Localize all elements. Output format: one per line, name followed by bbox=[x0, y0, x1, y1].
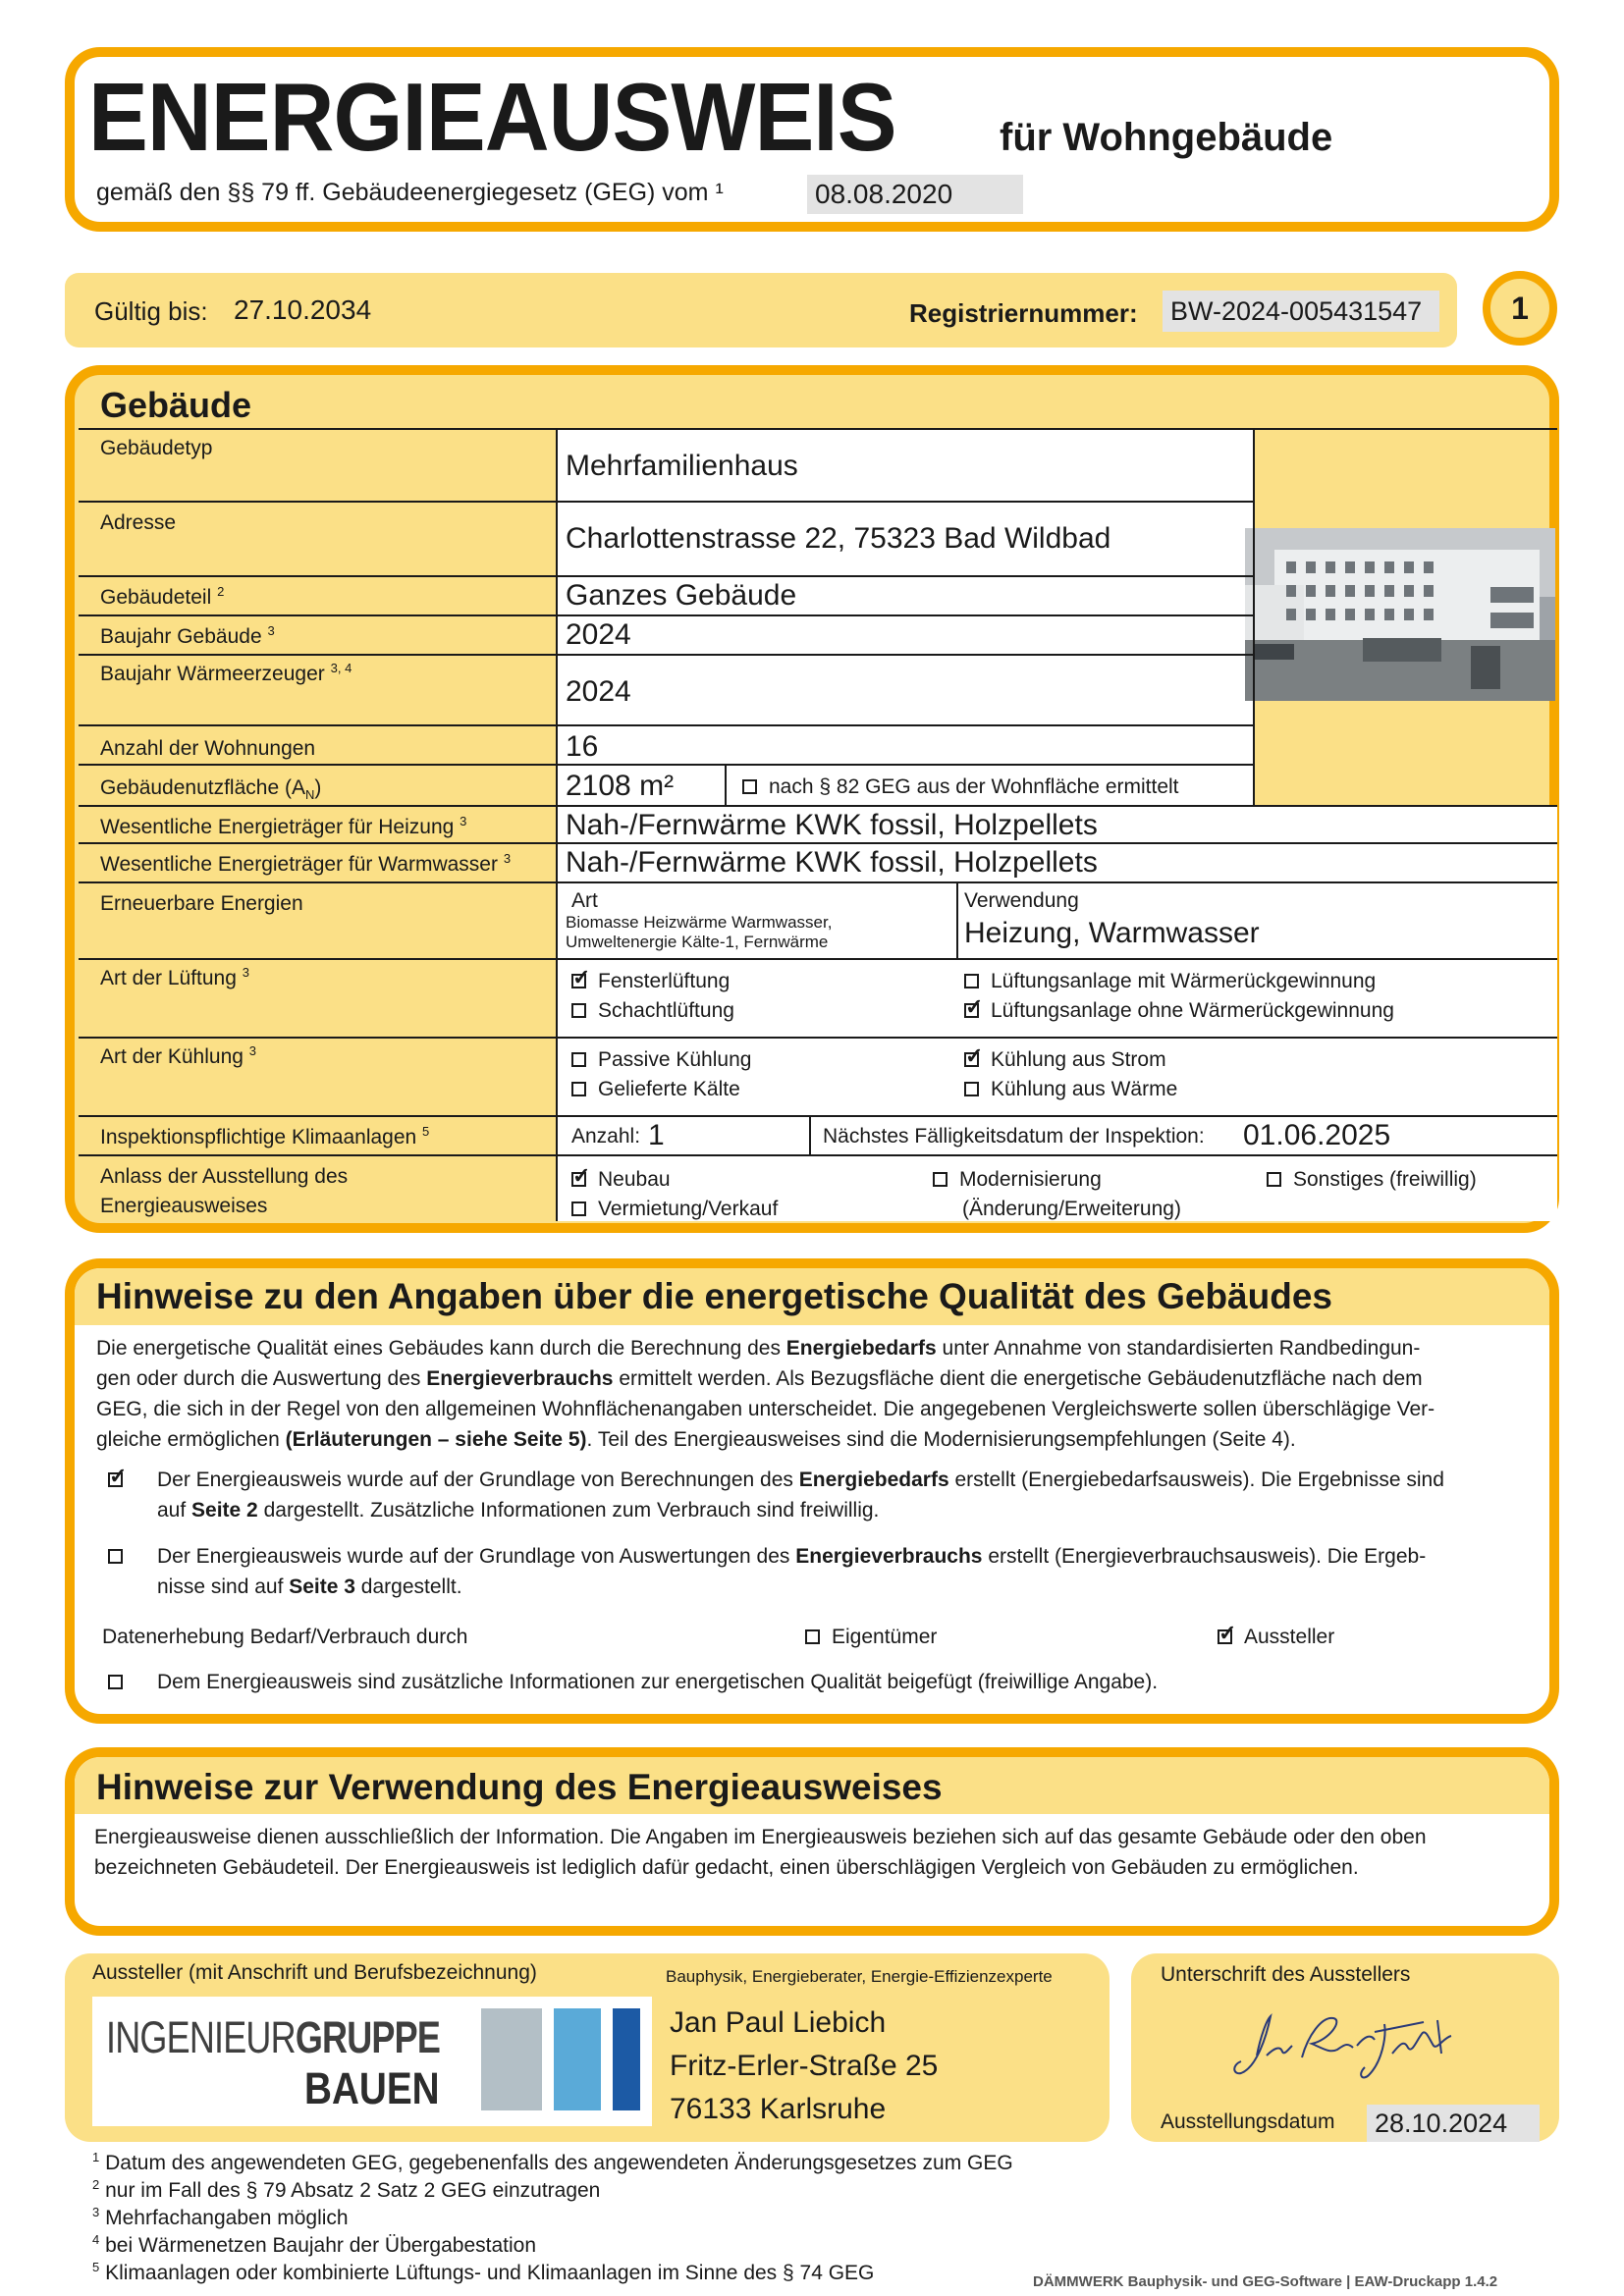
cooling-option-delivered: Gelieferte Kälte bbox=[571, 1078, 740, 1101]
grid-line bbox=[725, 764, 727, 805]
page-number-badge: 1 bbox=[1483, 271, 1557, 346]
checkbox-icon bbox=[964, 974, 979, 988]
issue-reason-label: Anlass der Ausstellung des Energieausweises bbox=[100, 1165, 349, 1218]
heating-carrier-value: Nah-/Fernwärme KWK fossil, Holzpellets bbox=[566, 809, 1098, 841]
signature-image bbox=[1227, 1997, 1483, 2085]
reason-option-new-building: ✓Neubau bbox=[571, 1168, 671, 1192]
grid-line bbox=[79, 958, 1557, 960]
renewables-use-value: Heizung, Warmwasser bbox=[964, 917, 1260, 949]
footnote-2: $^2$ nur im Fall des § 79 Absatz 2 Satz 2 GEG einzutragen bbox=[92, 2177, 601, 2202]
heat-generator-year-value: 2024 bbox=[566, 675, 631, 708]
checkbox-icon bbox=[933, 1172, 947, 1187]
checkbox-checked-icon bbox=[1218, 1629, 1232, 1644]
demand-certificate-option bbox=[108, 1465, 135, 1495]
checkbox-icon bbox=[571, 1201, 586, 1216]
ac-count-value: 1 bbox=[648, 1119, 665, 1151]
logo-bar-darkblue bbox=[613, 2008, 640, 2110]
building-type-label: Gebäudetyp bbox=[100, 437, 213, 459]
document-title: ENERGIEAUSWEIS bbox=[88, 63, 896, 171]
usable-area-label: Gebäudenutzfläche $(A_N)$ bbox=[100, 776, 322, 803]
grid-line bbox=[79, 614, 1253, 616]
checkbox-icon bbox=[571, 1052, 586, 1067]
grid-line bbox=[956, 881, 958, 958]
grid-line bbox=[79, 1037, 1557, 1039]
grid-line bbox=[79, 724, 1253, 726]
usable-area-note: nach § 82 GEG aus der Wohnfläche ermittelt bbox=[742, 775, 1179, 799]
heating-carrier-label: Wesentliche Energieträger für Heizung $^3$ bbox=[100, 814, 467, 838]
checkbox-checked-icon bbox=[571, 974, 586, 988]
issue-date-value: 28.10.2024 bbox=[1367, 2105, 1540, 2142]
ac-next-inspection-date: 01.06.2025 bbox=[1243, 1119, 1391, 1151]
cooling-option-electric: ✓Kühlung aus Strom bbox=[964, 1048, 1166, 1072]
checkbox-icon bbox=[1267, 1172, 1281, 1187]
renewables-label: Erneuerbare Energien bbox=[100, 892, 303, 915]
ventilation-option-window: ✓ Fensterlüftung bbox=[571, 970, 730, 993]
logo-text-line1: INGENIEURGRUPPE bbox=[106, 2012, 441, 2062]
ventilation-option-no-heat-recovery: ✓Lüftungsanlage ohne Wärmerückgewinnung bbox=[964, 999, 1394, 1023]
data-collection-owner: Eigentümer bbox=[805, 1622, 937, 1652]
data-collection-label: Datenerhebung Bedarf/Verbrauch durch bbox=[102, 1626, 468, 1648]
issuer-name: Jan Paul Liebich bbox=[670, 2006, 887, 2039]
data-collection-issuer: ✓ Aussteller bbox=[1218, 1622, 1334, 1652]
checkbox-checked-icon bbox=[108, 1472, 123, 1487]
building-section-title: Gebäude bbox=[100, 385, 252, 425]
additional-info-option bbox=[108, 1667, 135, 1697]
reason-option-rental-sale: Vermietung/Verkauf bbox=[571, 1198, 778, 1221]
cooling-option-heat: Kühlung aus Wärme bbox=[964, 1078, 1177, 1101]
building-part-value: Ganzes Gebäude bbox=[566, 579, 797, 612]
issuer-profession: Bauphysik, Energieberater, Energie-Effizienzexperte bbox=[666, 1967, 1053, 1986]
document-subtitle: für Wohngebäude bbox=[1000, 116, 1333, 159]
heat-generator-year-label: Baujahr Wärmeerzeuger $^{3, 4}$ bbox=[100, 661, 352, 685]
logo-bar-blue bbox=[554, 2008, 601, 2110]
signature-label: Unterschrift des Ausstellers bbox=[1161, 1963, 1411, 1986]
additional-info-text: Dem Energieausweis sind zusätzliche Informationen zur energetischen Qualität beigefügt (freiwillige Angabe). bbox=[157, 1671, 1159, 1693]
grid-line bbox=[79, 428, 1557, 430]
building-photo bbox=[1245, 528, 1555, 701]
address-value: Charlottenstrasse 22, 75323 Bad Wildbad bbox=[566, 522, 1111, 555]
ventilation-option-shaft: Schachtlüftung bbox=[571, 999, 734, 1023]
footnote-5: $^5$ Klimaanlagen oder kombinierte Lüftungs- und Klimaanlagen im Sinne des § 74 GEG bbox=[92, 2260, 875, 2284]
hot-water-carrier-label: Wesentliche Energieträger für Warmwasser $^3$ bbox=[100, 851, 512, 876]
grid-line bbox=[79, 501, 1253, 503]
usage-notes-paragraph: Energieausweise dienen ausschließlich der Information. Die Angaben im Energieausweis beziehen sich auf das gesamte Gebäude oder den oben bezeichneten Gebäudeteil. Der Energieausweis ist lediglich dafür gedacht, einen überschlägigen Vergleich von Gebäuden zu ermöglichen. bbox=[94, 1826, 1427, 1879]
checkbox-icon bbox=[742, 779, 757, 794]
quality-notes-title: Hinweise zu den Angaben über die energetische Qualität des Gebäudes bbox=[96, 1276, 1332, 1316]
issuer-street: Fritz-Erler-Straße 25 bbox=[670, 2050, 939, 2082]
renewables-use-label: Verwendung bbox=[964, 889, 1079, 912]
apartments-label: Anzahl der Wohnungen bbox=[100, 737, 316, 760]
checkbox-checked-icon bbox=[964, 1003, 979, 1018]
grid-line bbox=[1253, 428, 1255, 805]
cooling-label: Art der Kühlung $^3$ bbox=[100, 1043, 257, 1068]
demand-certificate-text: Der Energieausweis wurde auf der Grundlage von Berechnungen des Energiebedarfs erstellt (Energiebedarfsausweis). Die Ergebnisse sind auf Seite 2 dargestellt. Zusätzliche Informationen zum Verbrauch sind freiwillig. bbox=[157, 1468, 1444, 1522]
grid-line bbox=[79, 881, 1557, 883]
checkbox-icon bbox=[571, 1003, 586, 1018]
valid-until-date: 27.10.2034 bbox=[234, 294, 372, 325]
footnote-1: $^1$ Datum des angewendeten GEG, gegebenenfalls des angewendeten Änderungsgesetzes zum GEG bbox=[92, 2150, 1013, 2174]
ac-next-inspection-label: Nächstes Fälligkeitsdatum der Inspektion: bbox=[823, 1125, 1205, 1148]
issue-date-label: Ausstellungsdatum bbox=[1161, 2110, 1335, 2133]
checkbox-icon bbox=[108, 1549, 123, 1564]
reason-option-modernisation-detail: (Änderung/Erweiterung) bbox=[962, 1198, 1181, 1220]
hot-water-carrier-value: Nah-/Fernwärme KWK fossil, Holzpellets bbox=[566, 846, 1098, 879]
usable-area-value: 2108 m² bbox=[566, 770, 675, 802]
logo-text-line2: BAUEN bbox=[304, 2063, 440, 2113]
construction-year-value: 2024 bbox=[566, 618, 631, 651]
ventilation-label: Art der Lüftung $^3$ bbox=[100, 965, 250, 989]
consumption-certificate-text: Der Energieausweis wurde auf der Grundlage von Auswertungen des Energieverbrauchs erstellt (Energieverbrauchsausweis). Die Ergeb- nisse sind auf Seite 3 dargestellt. bbox=[157, 1545, 1427, 1598]
checkbox-checked-icon bbox=[964, 1052, 979, 1067]
consumption-certificate-option bbox=[108, 1541, 135, 1572]
building-part-label: Gebäudeteil $^2$ bbox=[100, 584, 225, 609]
grid-line bbox=[79, 654, 1253, 656]
apartments-value: 16 bbox=[566, 730, 599, 763]
geg-date-field: 08.08.2020 bbox=[807, 175, 1023, 214]
valid-until-label: Gültig bis: bbox=[94, 296, 208, 326]
logo-bar-gray bbox=[481, 2008, 542, 2110]
renewables-type-label: Art bbox=[571, 889, 598, 912]
usage-notes-title: Hinweise zur Verwendung des Energieausweises bbox=[96, 1767, 943, 1807]
ac-count-label: Anzahl: bbox=[571, 1125, 641, 1148]
grid-line bbox=[79, 575, 1253, 577]
grid-line bbox=[79, 1154, 1557, 1156]
checkbox-checked-icon bbox=[571, 1172, 586, 1187]
quality-intro-paragraph: Die energetische Qualität eines Gebäudes kann durch die Berechnung des Energiebedarfs unter Annahme von standardisierten Randbedingun- gen oder durch die Auswertung des Energieverbrauchs ermittelt werden. Als Bezugsfläche dient die energetische Gebäudenutzfläche nach dem GEG, die sich in der Regel von den allgemeinen Wohnflächenangaben unterscheidet. Die angegebenen Vergleichswerte sollen überschlägige Ver- gleiche ermöglichen (Erläuterungen – siehe Seite 5). Teil des Energieausweises sind die Modernisierungsempfehlungen (Seite 4). bbox=[96, 1337, 1435, 1451]
footnote-4: $^4$ bei Wärmenetzen Baujahr der Übergabestation bbox=[92, 2232, 537, 2257]
grid-line bbox=[79, 1115, 1557, 1117]
address-label: Adresse bbox=[100, 511, 177, 534]
grid-line bbox=[809, 1115, 811, 1154]
grid-line bbox=[79, 805, 1557, 807]
ventilation-option-heat-recovery: Lüftungsanlage mit Wärmerückgewinnung bbox=[964, 970, 1376, 993]
checkbox-icon bbox=[108, 1675, 123, 1689]
footnote-3: $^3$ Mehrfachangaben möglich bbox=[92, 2205, 349, 2229]
renewables-type-value: Biomasse Heizwärme Warmwasser, Umweltenergie Kälte-1, Fernwärme bbox=[566, 913, 833, 951]
geg-reference: gemäß den §§ 79 ff. Gebäudeenergiegesetz (GEG) vom ¹ bbox=[96, 179, 724, 206]
checkbox-icon bbox=[964, 1082, 979, 1096]
issuer-city: 76133 Karlsruhe bbox=[670, 2093, 887, 2125]
ac-inspection-label: Inspektionspflichtige Klimaanlagen $^5$ bbox=[100, 1124, 430, 1148]
reason-option-other: Sonstiges (freiwillig) bbox=[1267, 1168, 1477, 1192]
cooling-option-passive: Passive Kühlung bbox=[571, 1048, 751, 1072]
checkbox-icon bbox=[805, 1629, 820, 1644]
registration-label: Registriernummer: bbox=[909, 298, 1138, 328]
registration-number: BW-2024-005431547 bbox=[1163, 291, 1439, 332]
building-type-value: Mehrfamilienhaus bbox=[566, 450, 798, 482]
construction-year-label: Baujahr Gebäude $^3$ bbox=[100, 623, 275, 648]
reason-option-modernisation: Modernisierung bbox=[933, 1168, 1102, 1192]
checkbox-icon bbox=[571, 1082, 586, 1096]
issuer-label: Aussteller (mit Anschrift und Berufsbezeichnung) bbox=[92, 1961, 537, 1984]
company-logo bbox=[92, 1997, 652, 2126]
grid-line bbox=[556, 428, 558, 1221]
software-credit: DÄMMWERK Bauphysik- und GEG-Software | EAW-Druckapp 1.4.2 bbox=[1033, 2273, 1498, 2290]
